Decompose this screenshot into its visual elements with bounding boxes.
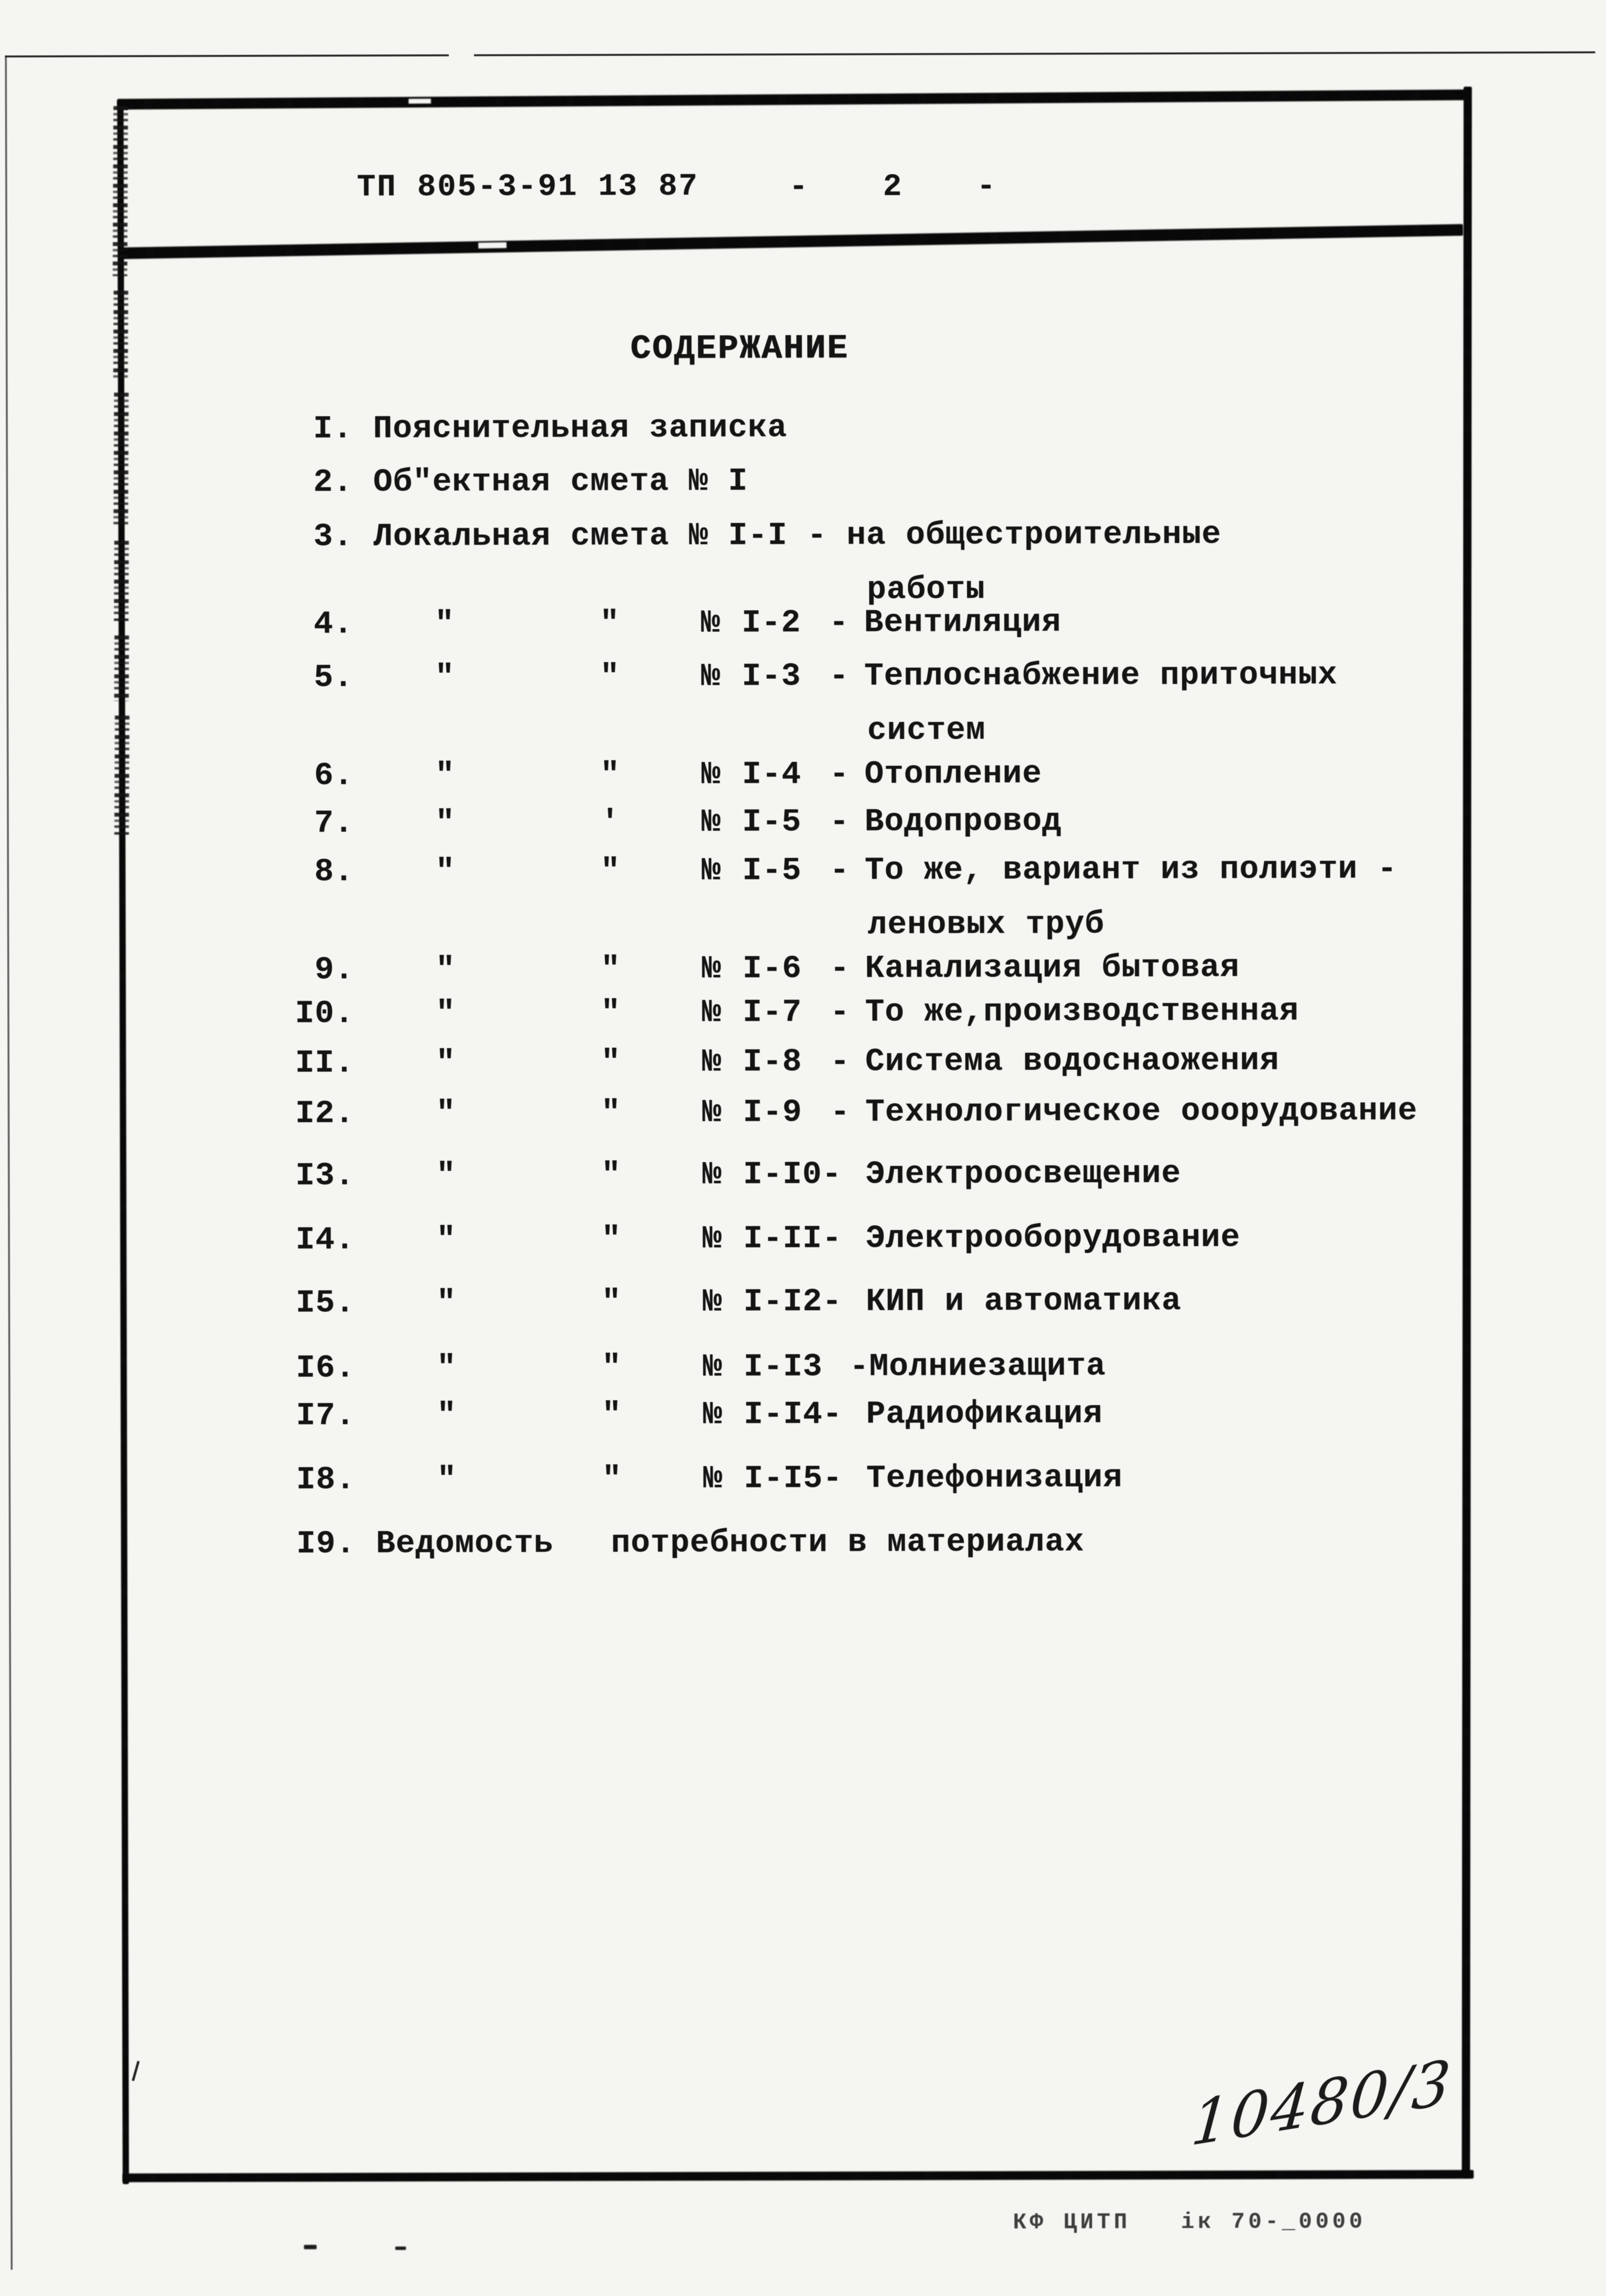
toc-row (0, 1092, 1606, 1144)
toc-row (0, 463, 1605, 512)
ditto-mark: " (436, 1044, 456, 1081)
numero-sign: № (701, 605, 721, 642)
numero-sign: № (702, 1283, 723, 1320)
dash: - (829, 950, 850, 987)
estimate-number: I-I4- (744, 1396, 843, 1433)
estimate-number: I-I0- (743, 1156, 842, 1193)
toc-item-text: Теплоснабжение приточных (864, 657, 1338, 694)
toc-row (0, 1284, 1606, 1333)
dash: - (829, 604, 849, 641)
ditto-mark: " (436, 1284, 456, 1321)
ditto-mark: " (602, 1349, 622, 1386)
toc-item-number: 7. (314, 805, 354, 842)
toc-continuation-row (0, 907, 1606, 956)
left-margin-mark (114, 636, 129, 701)
toc-item-text-continuation: работы (866, 571, 985, 608)
toc-item-number: 5. (314, 659, 354, 696)
toc-row (0, 1044, 1606, 1093)
numero-sign: № (702, 1094, 722, 1131)
toc-row (0, 995, 1606, 1044)
toc-item-number: 6. (314, 757, 354, 794)
numero-sign: № (701, 804, 721, 841)
estimate-number: I-II- (743, 1220, 842, 1257)
toc-item-text: Электроосвещение (865, 1155, 1181, 1193)
toc-item-number: 8. (314, 853, 354, 890)
numero-sign: № (703, 1349, 723, 1385)
toc-item-number: I0. (295, 995, 355, 1032)
header-underline (119, 224, 1463, 259)
toc-item-text: Локальная смета № I-I - на общестроительные (373, 516, 1221, 555)
toc-item-text: Водопровод (864, 803, 1062, 840)
ditto-mark: " (602, 1460, 622, 1498)
handwritten-number: 10480/3 (1188, 2046, 1455, 2161)
toc-item-text: Телефонизация (866, 1459, 1123, 1497)
toc-item-text: Пояснительная записка (373, 409, 787, 447)
toc-item-text: Ведомость (376, 1525, 554, 1562)
ditto-mark: " (600, 756, 620, 793)
toc-item-number: 3. (313, 518, 353, 555)
toc-item-text: потребности в материалах (611, 1523, 1084, 1562)
toc-item-text: Электрооборудование (865, 1219, 1241, 1257)
toc-row (0, 804, 1605, 853)
dash: - (829, 756, 849, 793)
toc-item-number: 2. (313, 464, 353, 501)
toc-row (0, 850, 1606, 902)
toc-item-text: То же,производственная (865, 993, 1299, 1030)
numero-sign: № (702, 1044, 722, 1080)
toc-item-number: I2. (295, 1095, 355, 1132)
ditto-mark: " (601, 1044, 621, 1081)
toc-row (0, 1397, 1606, 1446)
estimate-number: I-3 (742, 658, 801, 695)
toc-item-text-continuation: систем (867, 712, 986, 749)
toc-item-number: I. (313, 410, 353, 447)
ditto-mark: " (602, 1396, 622, 1434)
ditto-mark: " (436, 1095, 456, 1131)
ditto-mark: " (601, 1220, 622, 1258)
toc-row (1, 1461, 1606, 1510)
estimate-number: I-6 (742, 950, 802, 987)
dash: - (829, 803, 849, 840)
ditto-mark: " (600, 605, 620, 642)
numero-sign: № (701, 950, 722, 987)
ditto-mark: " (600, 852, 621, 890)
toc-continuation-row (0, 713, 1605, 762)
estimate-number: I-7 (743, 994, 802, 1031)
ditto-mark: " (435, 757, 455, 793)
numero-sign: № (703, 1460, 723, 1497)
frame-bottom (123, 2170, 1474, 2182)
toc-item-text-continuation: леновых труб (867, 906, 1105, 943)
ditto-mark: " (601, 1156, 621, 1194)
toc-item-number: II. (295, 1045, 355, 1081)
left-margin-marks (0, 0, 1603, 2)
toc-item-text: Канализация бытовая (864, 949, 1240, 987)
toc-item-number: I5. (295, 1284, 355, 1321)
toc-row (0, 1157, 1606, 1206)
ditto-mark: " (435, 658, 455, 695)
dash: - (829, 658, 849, 694)
toc-row (0, 518, 1605, 567)
toc-item-text: Вентиляция (864, 604, 1062, 641)
toc-item-text: Система водоснаожения (865, 1042, 1280, 1080)
ditto-mark: " (435, 804, 455, 841)
dash: - (830, 1043, 850, 1080)
ditto-mark: " (435, 605, 455, 642)
header-page-number: - 2 - (789, 169, 1008, 205)
estimate-number: I-I2- (743, 1283, 842, 1320)
estimate-number: I-I3 (744, 1348, 823, 1385)
toc-item-number: I8. (296, 1461, 355, 1498)
toc-item-text: Отопление (864, 755, 1042, 793)
toc-item-number: I3. (295, 1157, 355, 1194)
left-margin-mark (114, 716, 129, 835)
toc-row (0, 658, 1605, 708)
toc-row (0, 410, 1604, 459)
ditto-mark: " (436, 1157, 456, 1194)
ditto-mark: " (601, 1283, 622, 1321)
estimate-number: I-I5- (744, 1460, 843, 1497)
scan-speck (304, 2245, 317, 2249)
ditto-mark: " (437, 1397, 457, 1434)
toc-item-number: 9. (314, 951, 355, 988)
ditto-mark: " (600, 950, 621, 988)
dash: - (829, 852, 850, 889)
ditto-mark: " (601, 1094, 621, 1131)
ditto-mark: " (600, 658, 620, 695)
numero-sign: № (702, 1156, 722, 1193)
page-title: СОДЕРЖАНИЕ (630, 329, 849, 369)
toc-item-number: I7. (296, 1397, 355, 1434)
frame-top (117, 89, 1467, 109)
ditto-mark: " (435, 951, 456, 988)
toc-item-text: -Молниезащита (849, 1348, 1106, 1385)
numero-sign: № (703, 1396, 723, 1433)
outer-border-top (5, 51, 1595, 58)
dash: - (830, 994, 850, 1030)
toc-item-text: Радиофикация (866, 1395, 1103, 1433)
footer-print-code: КФ ЦИТП ік 70-_0000 (1013, 2209, 1366, 2235)
toc-row (0, 757, 1605, 806)
left-margin-mark (114, 541, 129, 621)
left-margin-mark (113, 291, 128, 378)
margin-slash-mark (132, 2061, 139, 2081)
estimate-number: I-9 (743, 1094, 802, 1131)
numero-sign: № (701, 852, 722, 889)
toc-row (0, 1221, 1606, 1270)
header-doc-code: ТП 805-3-91 13 87 (356, 169, 699, 205)
ditto-mark: " (437, 1461, 457, 1498)
estimate-number: I-2 (742, 605, 801, 642)
toc-item-text: Технологическое ооорудование (865, 1092, 1418, 1131)
numero-sign: № (702, 994, 722, 1031)
ditto-mark: " (436, 995, 456, 1031)
toc-row (1, 1525, 1606, 1574)
toc-row (0, 1349, 1606, 1398)
dash: - (830, 1094, 850, 1131)
estimate-number: I-8 (743, 1044, 802, 1080)
ditto-mark: ' (600, 804, 620, 841)
estimate-number: I-5 (742, 852, 802, 889)
numero-sign: № (702, 1220, 723, 1257)
toc-item-text: То же, вариант из полиэти - (864, 850, 1397, 889)
toc-row (0, 605, 1605, 654)
toc-item-number: I9. (296, 1525, 356, 1562)
toc-row (0, 951, 1606, 1000)
numero-sign: № (701, 658, 721, 695)
left-margin-mark (113, 106, 128, 276)
ditto-mark: " (601, 994, 621, 1031)
toc-item-number: I4. (295, 1221, 355, 1258)
scan-speck (395, 2246, 406, 2250)
toc-item-text: КИП и автоматика (865, 1282, 1182, 1320)
ditto-mark: " (435, 853, 456, 890)
toc-item-text: Об"ектная смета № I (373, 463, 748, 501)
left-margin-mark (114, 393, 129, 529)
ditto-mark: " (436, 1221, 456, 1258)
toc-item-number: I6. (296, 1350, 355, 1386)
estimate-number: I-5 (742, 804, 802, 841)
toc-item-number: 4. (313, 606, 354, 642)
estimate-number: I-4 (742, 756, 801, 793)
ditto-mark: " (437, 1349, 456, 1386)
numero-sign: № (701, 756, 721, 793)
